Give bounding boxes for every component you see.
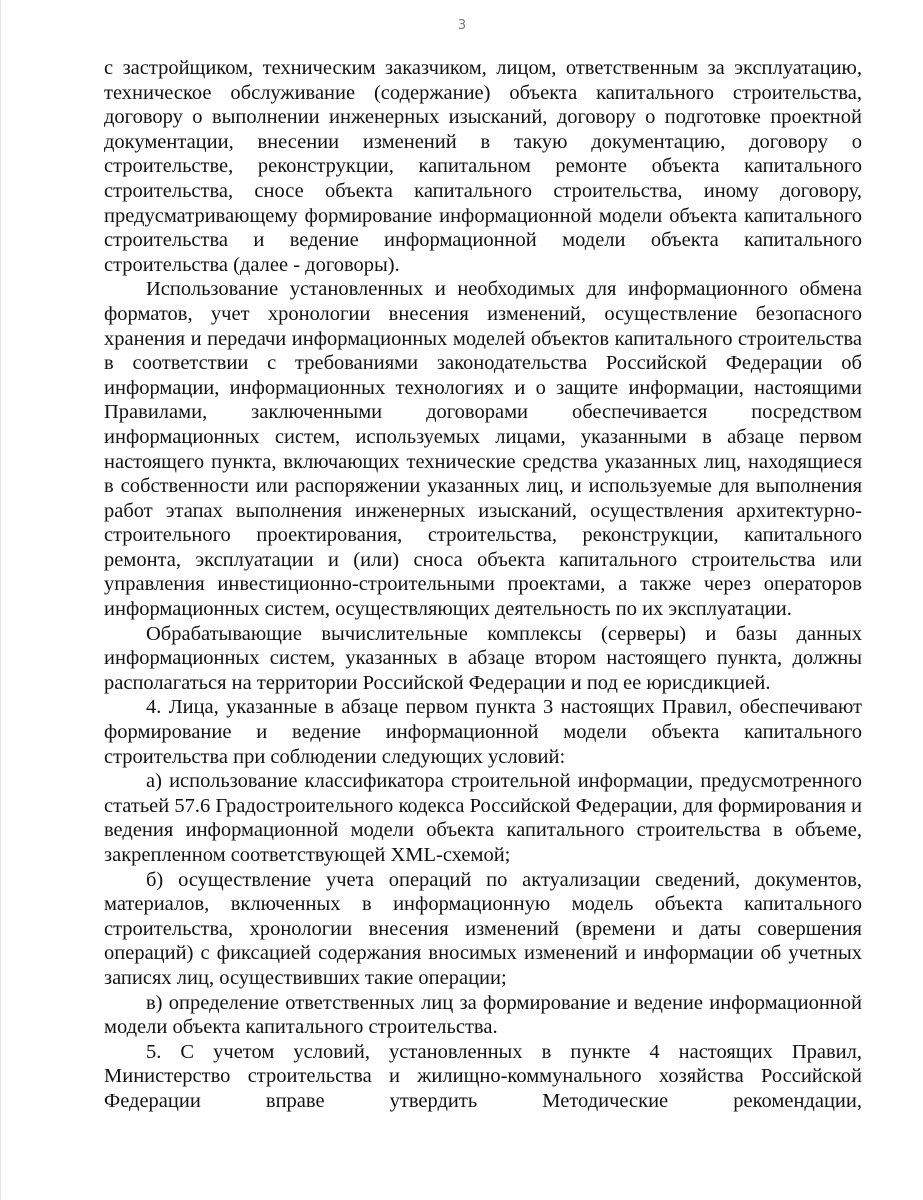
paragraph-information-systems: Использование установленных и необходимых для информационного обмена форматов, учет хронологии внесения изменений, осуществление безопасного хранения и передачи информационных моделей объектов капитального строительства в соответствии с требованиями законодательства Российской Федерации об информации, информационных технологиях и о защите информации, настоящими Правилами, заключенными договорами обеспечивается посредством информационных систем, используемых лицами, указанными в абзаце первом настоящего пункта, включающих технические средства указанных лиц, находящиеся в собственности или распоряжении указанных лиц, и используемые для выполнения работ этапах выполнения инженерных изысканий, осуществления архитектурно-строительного проектирования, строительства, реконструкции, капитального ремонта, эксплуатации и (или) сноса объекта капитального строительства или управления инвестиционно-строительными проектами, а также через операторов информационных систем, осуществляющих деятельность по их эксплуатации.: [104, 278, 862, 621]
paragraph-item-4v: в) определение ответственных лиц за формирование и ведение информационной модели объекта капитального строительства.: [104, 991, 862, 1039]
paragraph-item-5: 5. С учетом условий, установленных в пункте 4 настоящих Правил, Министерство строительства и жилищно-коммунального хозяйства Российской Федерации вправе утвердить Методические рекомендации,: [104, 1040, 862, 1112]
paragraph-item-4a: а) использование классификатора строительной информации, предусмотренного статьей 57.6 Градостроительного кодекса Российской Федерации, для формирования и ведения информационной модели объекта капитального строительства в объеме, закрепленном соответствующей XML-схемой;: [104, 770, 862, 866]
page-number: 3: [457, 18, 467, 33]
paragraph-item-4b: б) осуществление учета операций по актуализации сведений, документов, материалов, включенных в информационную модель объекта капитального строительства, хронологии внесения изменений (времени и даты совершения операций) с фиксацией содержания вносимых изменений и информации об учетных записях лиц, осуществивших такие операции;: [104, 868, 862, 989]
paragraph-servers-location: Обрабатывающие вычислительные комплексы (серверы) и базы данных информационных систем, указанных в абзаце втором настоящего пункта, должны располагаться на территории Российской Федерации и под ее юрисдикцией.: [104, 622, 862, 694]
document-body: [104, 56, 862, 1114]
paragraph-item-4: 4. Лица, указанные в абзаце первом пункта 3 настоящих Правил, обеспечивают формирование и ведение информационной модели объекта капитального строительства при соблюдении следующих условий:: [104, 696, 862, 768]
paragraph-continuation-contracts: с застройщиком, техническим заказчиком, лицом, ответственным за эксплуатацию, техническое обслуживание (содержание) объекта капитального строительства, договору о выполнении инженерных изысканий, договору о подготовке проектной документации, внесении изменений в такую документацию, договору о строительстве, реконструкции, капитальном ремонте объекта капитального строительства, сносе объекта капитального строительства, иному договору, предусматривающему формирование информационной модели объекта капитального строительства и ведение информационной модели объекта капитального строительства (далее - договоры).: [104, 57, 862, 276]
